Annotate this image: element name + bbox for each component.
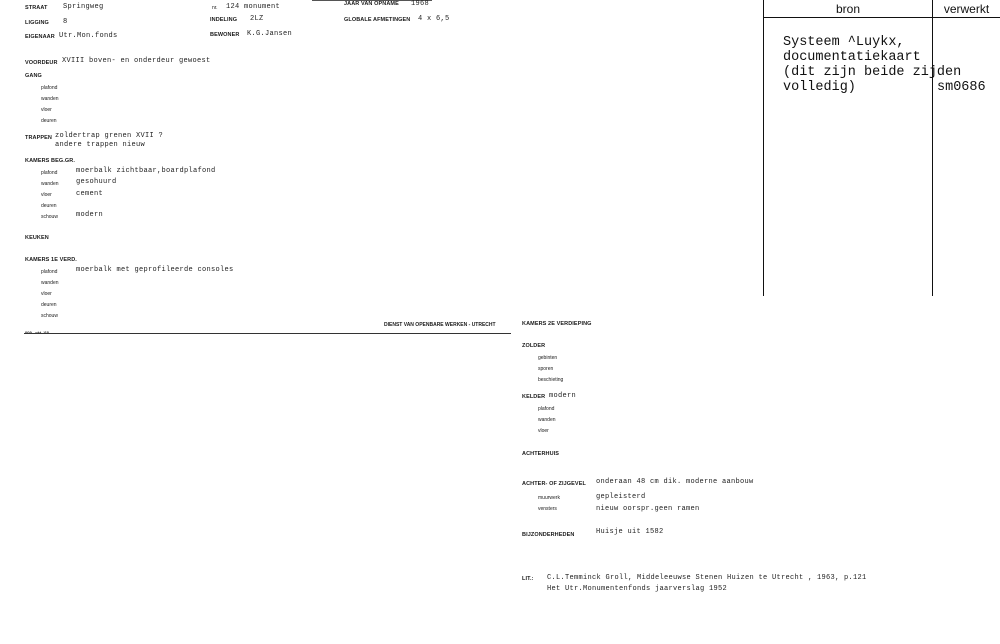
footer-org: DIENST VAN OPENBARE WERKEN - UTRECHT xyxy=(384,322,496,328)
table-left-border xyxy=(763,0,764,296)
kamers-verd-plafond-label: plafond xyxy=(41,269,58,275)
verwerkt-text: sm0686 xyxy=(937,80,986,95)
kamers-beg-deuren-label: deuren xyxy=(41,203,57,209)
kamers-verd-label: KAMERS 1E VERD. xyxy=(25,257,77,263)
kamers-beg-plafond-value: moerbalk zichtbaar,boardplafond xyxy=(76,167,216,175)
eigenaar-label: EIGENAAR xyxy=(25,34,55,40)
kamers-verd-schouw-label: schouw xyxy=(41,313,58,319)
ligging-value: 8 xyxy=(63,18,68,26)
straat-value: Springweg xyxy=(63,3,104,11)
kamers-beg-wanden-label: wanden xyxy=(41,181,59,187)
eigenaar-value: Utr.Mon.fonds xyxy=(59,32,118,40)
kamers-2e-label: KAMERS 2E VERDIEPING xyxy=(522,321,592,327)
afmetingen-value: 4 x 6,5 xyxy=(418,15,450,23)
bewoner-value: K.G.Jansen xyxy=(247,30,293,38)
nr-label: nr. xyxy=(212,5,218,11)
jaar-value: 1968 xyxy=(411,0,430,8)
ligging-label: LIGGING xyxy=(25,20,49,26)
muurwerk-label: muurwerk xyxy=(538,495,560,501)
gang-wanden-label: wanden xyxy=(41,96,59,102)
kamers-verd-wanden-label: wanden xyxy=(41,280,59,286)
bijzonderheden-value: Huisje uit 1582 xyxy=(596,528,664,536)
kelder-label: KELDER xyxy=(522,394,546,400)
kamers-beg-wanden-value: gesohuurd xyxy=(76,178,117,186)
kelder-wanden-label: wanden xyxy=(538,417,556,423)
trappen-label: TRAPPEN xyxy=(25,135,52,141)
vensters-value: nieuw oorspr.geen ramen xyxy=(596,505,700,513)
lit-line-1: C.L.Temminck Groll, Middeleeuwse Stenen Huizen te Utrecht , 1963, p.121 xyxy=(547,574,867,582)
lit-line-2: Het Utr.Monumentenfonds jaarverslag 1952 xyxy=(547,585,728,593)
zolder-gebinten-label: gebinten xyxy=(538,355,558,361)
kelder-value: modern xyxy=(549,392,577,400)
bijzonderheden-label: BIJZONDERHEDEN xyxy=(522,532,575,538)
kelder-vloer-label: vloer xyxy=(538,428,549,434)
lit-label: LIT.: xyxy=(522,576,534,582)
kamers-beg-vloer-label: vloer xyxy=(41,192,52,198)
kamers-beg-label: KAMERS BEG.GR. xyxy=(25,158,75,164)
achtergevel-value: onderaan 48 cm dik. moderne aanbouw xyxy=(596,478,754,486)
bewoner-label: BEWONER xyxy=(210,32,240,38)
afmetingen-label: GLOBALE AFMETINGEN xyxy=(344,17,411,23)
trappen-value-1: zoldertrap grenen XVII ? xyxy=(55,132,164,140)
indeling-label: INDELING xyxy=(210,17,238,23)
gang-deuren-label: deuren xyxy=(41,118,57,124)
kamers-verd-vloer-label: vloer xyxy=(41,291,52,297)
zolder-beschieting-label: beschieting xyxy=(538,377,564,383)
gang-vloer-label: vloer xyxy=(41,107,52,113)
jaar-label: JAAR VAN OPNAME xyxy=(344,1,399,7)
kamers-verd-deuren-label: deuren xyxy=(41,302,57,308)
trappen-value-2: andere trappen nieuw xyxy=(55,141,146,149)
kamers-beg-plafond-label: plafond xyxy=(41,170,58,176)
header-bron: bron xyxy=(835,2,861,16)
zolder-sporen-label: sporen xyxy=(538,366,554,372)
zolder-label: ZOLDER xyxy=(522,343,546,349)
muurwerk-value: gepleisterd xyxy=(596,493,646,501)
kamers-beg-vloer-value: cement xyxy=(76,190,104,198)
nr-value: 124 monument xyxy=(226,3,281,11)
achterhuis-label: ACHTERHUIS xyxy=(522,451,560,457)
header-verwerkt: verwerkt xyxy=(943,2,990,16)
table-header-rule xyxy=(763,17,1000,18)
gang-label: GANG xyxy=(25,73,42,79)
indeling-value: 2LZ xyxy=(250,15,264,23)
gang-plafond-label: plafond xyxy=(41,85,58,91)
kelder-plafond-label: plafond xyxy=(538,406,555,412)
kamers-verd-plafond-value: moerbalk met geprofileerde consoles xyxy=(76,266,234,274)
kamers-beg-schouw-value: modern xyxy=(76,211,104,219)
bron-text: Systeem ^Luykx, documentatiekaart (dit zijn beide zijden volledig) xyxy=(783,35,962,95)
voordeur-value: XVIII boven- en onderdeur gewoest xyxy=(62,57,211,65)
footer-rule xyxy=(24,333,511,334)
vensters-label: vensters xyxy=(538,506,557,512)
kamers-beg-schouw-label: schouw xyxy=(41,214,58,220)
voordeur-label: VOORDEUR xyxy=(25,60,58,66)
straat-label: STRAAT xyxy=(25,5,48,11)
achtergevel-label: ACHTER- OF ZIJGEVEL xyxy=(522,481,586,487)
keuken-label: KEUKEN xyxy=(25,235,49,241)
